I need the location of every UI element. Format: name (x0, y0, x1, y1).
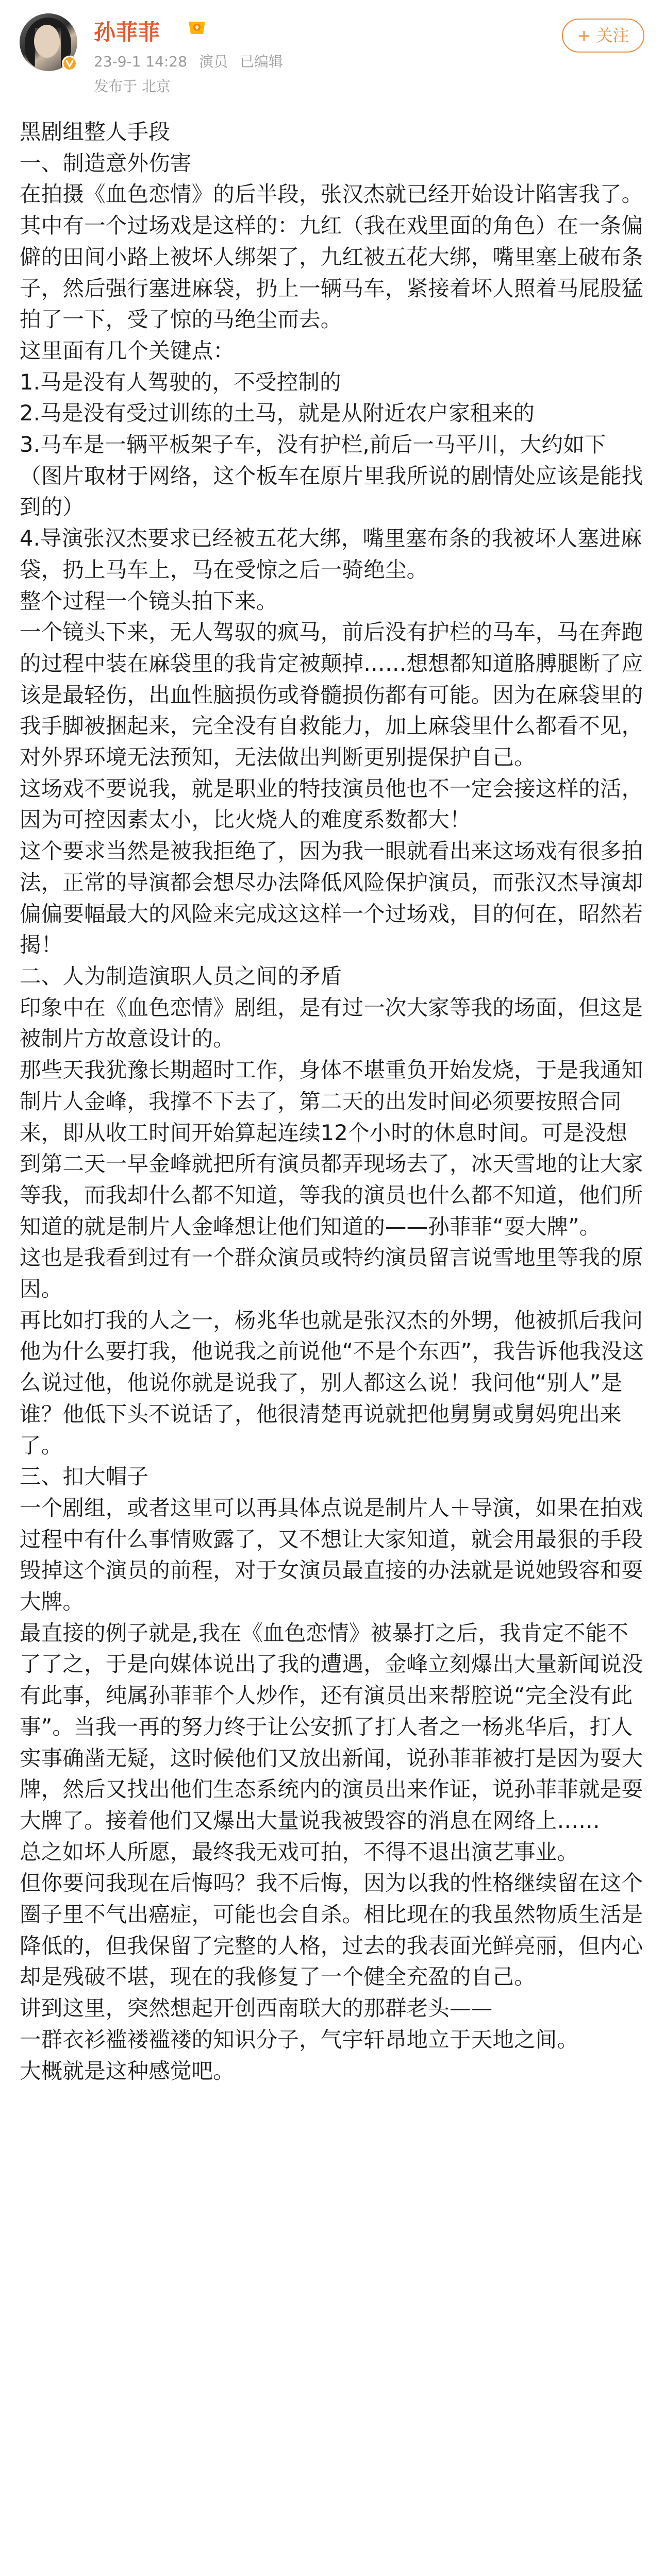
post-paragraph: 在拍摄《血色恋情》的后半段，张汉杰就已经开始设计陷害我了。 (20, 181, 643, 207)
post-header (0, 0, 665, 103)
post-paragraph: 总之如坏人所愿，最终我无戏可拍，不得不退出演艺事业。 (20, 1839, 579, 1865)
author-name[interactable]: 孙菲菲 (94, 20, 161, 45)
follow-button[interactable]: + 关注 (562, 19, 644, 53)
post-paragraph: 二、人为制造演职人员之间的矛盾 (20, 963, 342, 989)
post-paragraph: 黑剧组整人手段 (20, 119, 170, 144)
post-paragraph: 大概就是这种感觉吧。 (20, 2058, 235, 2083)
post-paragraph: 整个过程一个镜头拍下来。 (20, 588, 278, 614)
post-paragraph: 3.马车是一辆平板架子车，没有护栏,前后一马平川，大约如下（图片取材于网络，这个板车在原片里我所说的剧情处应该是能找到的） (20, 432, 643, 520)
post-paragraph: 一个剧组，或者这里可以再具体点说是制片人＋导演，如果在拍戏过程中有什么事情败露了，又不想让大家知道，就会用最狠的手段毁掉这个演员的前程，对于女演员最直接的办法就是说她毁容和耍大牌。 (20, 1495, 643, 1615)
post-paragraph: 一群衣衫褴褛褴褛的知识分子，气宇轩昂地立于天地之间。 (20, 2026, 579, 2052)
post-paragraph: 印象中在《血色恋情》剧组，是有过一次大家等我的场面，但这是被制片方故意设计的。 (20, 994, 643, 1052)
post-paragraph: 其中有一个过场戏是这样的：九红（我在戏里面的角色）在一条偏僻的田间小路上被坏人绑架了，九红被五花大绑，嘴里塞上破布条子，然后强行塞进麻袋，扔上一辆马车，紧接着坏人照着马屁股猛拍了一下，受了惊的马绝尘而去。 (20, 213, 643, 332)
level-badge-icon (187, 19, 207, 37)
post-location: 发布于 北京 (94, 78, 171, 95)
post-paragraph: 一个镜头下来，无人驾驭的疯马，前后没有护栏的马车，马在奔跑的过程中装在麻袋里的我肯定被颠掉……想想都知道胳膊腿断了应该是最轻伤，出血性脑损伤或脊髓损伤都有可能。因为在麻袋里的我手脚被捆起来，完全没有自救能力，加上麻袋里什么都看不见，对外界环境无法预知，无法做出判断更别提保护自己。 (20, 619, 643, 770)
post-paragraph: 这场戏不要说我，就是职业的特技演员他也不一定会接这样的活，因为可控因素太小，比火烧人的难度系数都大！ (20, 775, 643, 833)
post-paragraph: 最直接的例子就是,我在《血色恋情》被暴打之后，我肯定不能不了了之，于是向媒体说出了我的遭遇，金峰立刻爆出大量新闻说没有此事，纯属孙菲菲个人炒作，还有演员出来帮腔说“完全没有此事”。当我一再的努力终于让公安抓了打人者之一杨兆华后，打人实事确凿无疑，这时候他们又放出新闻，说孙菲菲被打是因为耍大牌，然后又找出他们生态系统内的演员出来作证，说孙菲菲就是耍大牌了。接着他们又爆出大量说我被毁容的消息在网络上…… (20, 1620, 643, 1833)
post-paragraph: 这里面有几个关键点： (20, 337, 235, 363)
post-paragraph: 1.马是没有人驾驶的，不受控制的 (20, 369, 341, 395)
author-role: 演员 (198, 53, 228, 70)
edited-label[interactable]: 已编辑 (239, 53, 283, 70)
post-paragraph: 这也是我看到过有一个群众演员或特约演员留言说雪地里等我的原因。 (20, 1245, 643, 1302)
post-body (20, 116, 645, 2087)
post-timestamp: 23-9-1 14:28 (94, 53, 188, 70)
post-paragraph: 这个要求当然是被我拒绝了，因为我一眼就看出来这场戏有很多拍法，正常的导演都会想尽办法降低风险保护演员，而张汉杰导演却偏偏要幅最大的风险来完成这这样一个过场戏，目的何在，昭然若揭！ (20, 838, 643, 958)
post-paragraph: 一、制造意外伤害 (20, 150, 192, 176)
post-paragraph: 4.导演张汉杰要求已经被五花大绑，嘴里塞布条的我被坏人塞进麻袋，扔上马车上，马在受惊之后一骑绝尘。 (20, 526, 642, 582)
post-paragraph: 三、扣大帽子 (20, 1464, 149, 1489)
post-paragraph: 讲到这里，突然想起开创西南联大的那群老头—— (20, 1995, 493, 2021)
post-paragraph: 2.马是没有受过训练的土马，就是从附近农户家租来的 (20, 400, 535, 426)
post-paragraph: 但你要问我现在后悔吗？我不后悔，因为以我的性格继续留在这个圈子里不气出癌症，可能也会自杀。相比现在的我虽然物质生活是降低的，但我保留了完整的人格，过去的我表面光鲜亮丽，但内心却是残破不堪，现在的我修复了一个健全充盈的自己。 (20, 1870, 643, 1990)
verified-v-icon (62, 56, 77, 71)
post-paragraph: 那些天我犹豫长期超时工作，身体不堪重负开始发烧，于是我通知制片人金峰，我撑不下去了，第二天的出发时间必须要按照合同来，即从收工时间开始算起连续12个小时的休息时间。可是没想到第二天一早金峰就把所有演员都弄现场去了，冰天雪地的让大家等我，而我却什么都不知道，等我的演员也什么都不知道，他们所知道的就是制片人金峰想让他们知道的——孙菲菲“耍大牌”。 (20, 1057, 643, 1239)
post-meta (94, 50, 290, 71)
post-paragraph: 再比如打我的人之一，杨兆华也就是张汉杰的外甥，他被抓后我问他为什么要打我，他说我之前说他“不是个东西”，我告诉他我没这么说过他，他说你就是说我了，别人都这么说！我问他“别人”是谁？他低下头不说话了，他很清楚再说就把他舅舅或舅妈兜出来了。 (20, 1307, 644, 1458)
